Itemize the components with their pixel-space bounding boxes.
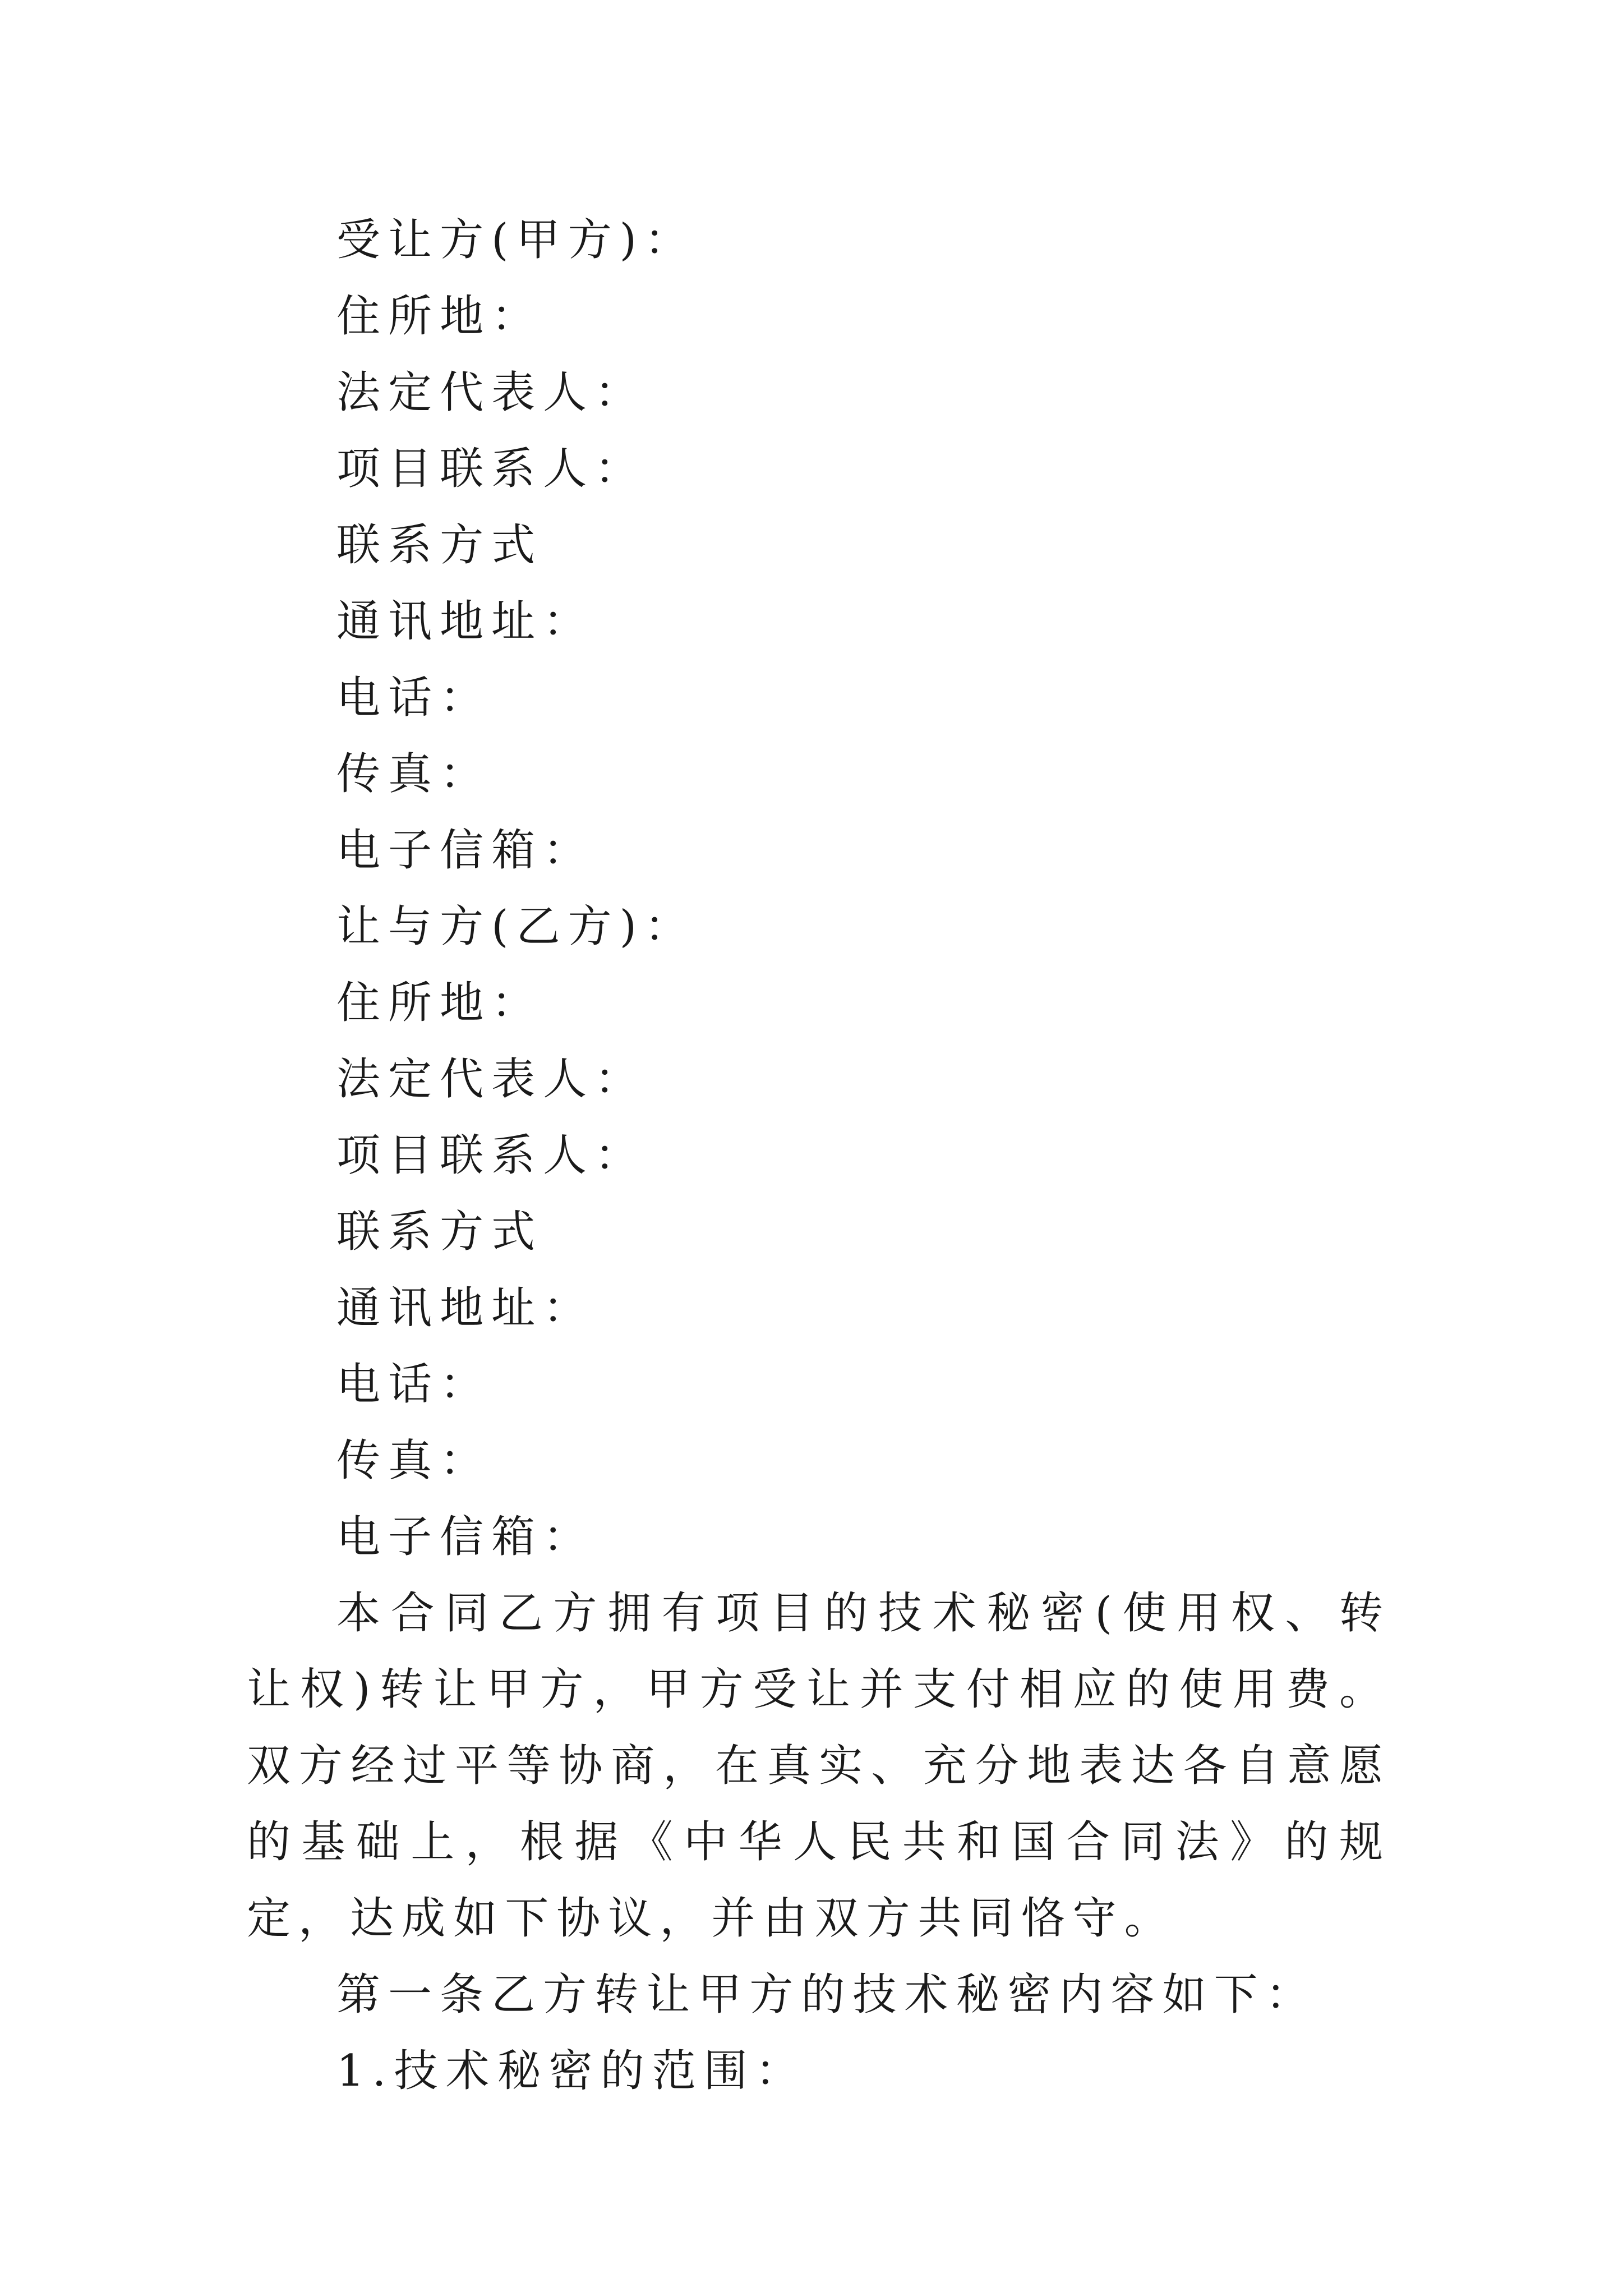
party-b-fax-label: 传真： [336, 1435, 492, 1486]
party-a-legal-rep-label: 法定代表人： [336, 367, 647, 418]
party-a-fax-label: 传真： [336, 749, 492, 799]
party-a-project-contact-label: 项目联系人： [336, 444, 647, 494]
contract-body [247, 202, 1391, 2109]
party-b-mail-address-label: 通讯地址： [336, 1283, 595, 1333]
party-b-address-label: 住所地： [336, 978, 543, 1028]
preamble-paragraph: 本合同乙方拥有项目的技术秘密(使用权、转让权)转让甲方，甲方受让并支付相应的使用费。双方经过平等协商，在真实、充分地表达各自意愿的基础上，根据《中华人民共和国合同法》的规定，达成如下协议，并由双方共同恪守。 [247, 1588, 1391, 1944]
article-1-title: 第一条乙方转让甲方的技术秘密内容如下： [336, 1970, 1317, 2020]
party-a-phone-label: 电话： [336, 673, 492, 723]
party-b-heading: 让与方(乙方)： [336, 901, 697, 952]
party-a-mail-address-label: 通讯地址： [336, 596, 595, 647]
party-b-project-contact-label: 项目联系人： [336, 1130, 647, 1181]
party-a-address-label: 住所地： [336, 291, 543, 342]
party-b-phone-label: 电话： [336, 1359, 492, 1410]
party-a-heading: 受让方(甲方)： [336, 215, 697, 265]
party-b-contact-method-label: 联系方式 [336, 1207, 543, 1257]
party-b-legal-rep-label: 法定代表人： [336, 1054, 647, 1105]
article-1-item-1: 1.技术秘密的范围： [336, 2046, 807, 2096]
party-a-email-label: 电子信箱： [336, 825, 595, 876]
party-a-contact-method-label: 联系方式 [336, 520, 543, 570]
party-b-email-label: 电子信箱： [336, 1512, 595, 1562]
